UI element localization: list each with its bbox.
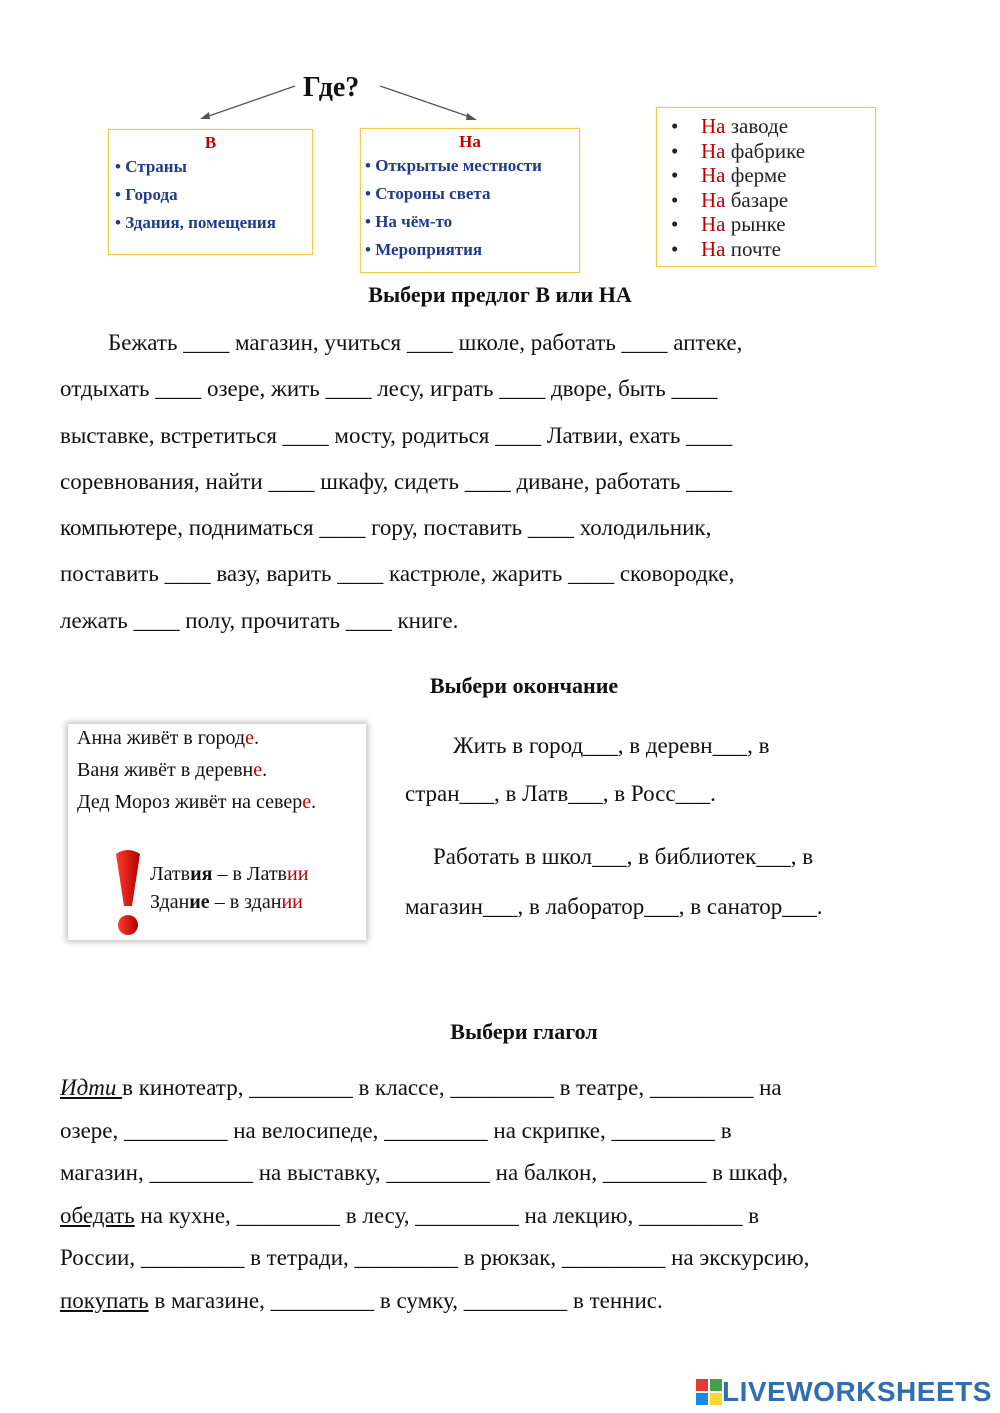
example-box	[68, 724, 366, 940]
text-line: обедать на кухне, _________ в лесу, _________ на лекцию, _________ в	[60, 1202, 760, 1228]
text-line: соревнования, найти ____ шкафу, сидеть ____ диване, работать ____	[60, 468, 733, 494]
list-item: • На чём-то	[361, 208, 579, 236]
text-line: России, _________ в тетради, _________ в рюкзак, _________ на экскурсию,	[60, 1245, 810, 1271]
list-item: • На заводе	[701, 114, 875, 139]
section1-text	[60, 320, 940, 644]
exercise-line: стран___, в Латв___, в Росс___.	[405, 781, 716, 806]
list-item: • Стороны света	[361, 180, 579, 208]
list-item: • Страны	[109, 153, 312, 181]
box-na	[360, 128, 580, 273]
section1-heading: Выбери предлог В или НА	[368, 282, 632, 307]
text-line: отдыхать ____ озере, жить ____ лесу, играть ____ дворе, быть ____	[60, 376, 718, 402]
exercise-line: Жить в город___, в деревн___, в	[453, 733, 770, 758]
arrow-right-icon	[378, 82, 488, 132]
list-item: • На рынке	[701, 212, 875, 237]
rule-line: Латвия – в Латвии	[150, 863, 309, 885]
box-na-title: На	[459, 132, 481, 151]
section3-heading: Выбери глагол	[450, 1019, 598, 1044]
text-line: выставке, встретиться ____ мосту, родиться ____ Латвии, ехать ____	[60, 422, 733, 448]
list-item: • На базаре	[701, 188, 875, 213]
box-na-examples	[656, 107, 876, 267]
box-v-title: В	[204, 133, 217, 152]
list-item: • Открытые местности	[361, 152, 579, 180]
exercise-line: магазин___, в лаборатор___, в санатор___.	[405, 894, 823, 919]
logo-icon	[696, 1379, 722, 1405]
logo-text: LIVEWORKSHEETS	[722, 1376, 992, 1407]
text-line: Бежать ____ магазин, учиться ____ школе, работать ____ аптеке,	[108, 330, 743, 355]
list-item: • Мероприятия	[361, 236, 579, 264]
text-line: озере, _________ на велосипеде, _________ на скрипке, _________ в	[60, 1117, 732, 1143]
rule-line: Здание – в здании	[150, 891, 303, 913]
example-line: Дед Мороз живёт на севере.	[77, 791, 317, 813]
text-line: Идти в кинотеатр, _________ в классе, _________ в театре, _________ на	[60, 1075, 782, 1100]
box-v	[108, 129, 313, 255]
text-line: поставить ____ вазу, варить ____ кастрюле, жарить ____ сковородке,	[60, 561, 735, 587]
exclamation-icon	[112, 848, 144, 938]
text-line: лежать ____ полу, прочитать ____ книге.	[60, 607, 459, 633]
list-item: • Города	[109, 181, 312, 209]
section3-text	[60, 1067, 960, 1323]
exercise-line: Работать в школ___, в библиотек___, в	[433, 844, 814, 869]
list-item: • На ферме	[701, 163, 875, 188]
example-line: Анна живёт в городе.	[77, 727, 259, 749]
text-line: магазин, _________ на выставку, _________ на балкон, _________ в шкаф,	[60, 1160, 789, 1186]
text-line: компьютере, подниматься ____ гору, поставить ____ холодильник,	[60, 515, 712, 541]
text-line: покупать в магазине, _________ в сумку, _________ в теннис.	[60, 1287, 663, 1313]
liveworksheets-logo	[696, 1376, 992, 1412]
section2-heading: Выбери окончание	[429, 673, 619, 698]
list-item: • На фабрике	[701, 139, 875, 164]
list-item: • Здания, помещения	[109, 209, 312, 237]
arrow-left-icon	[195, 82, 305, 132]
page-title: Где?	[303, 72, 360, 103]
example-line: Ваня живёт в деревне.	[77, 759, 268, 781]
list-item: • На почте	[701, 237, 875, 262]
